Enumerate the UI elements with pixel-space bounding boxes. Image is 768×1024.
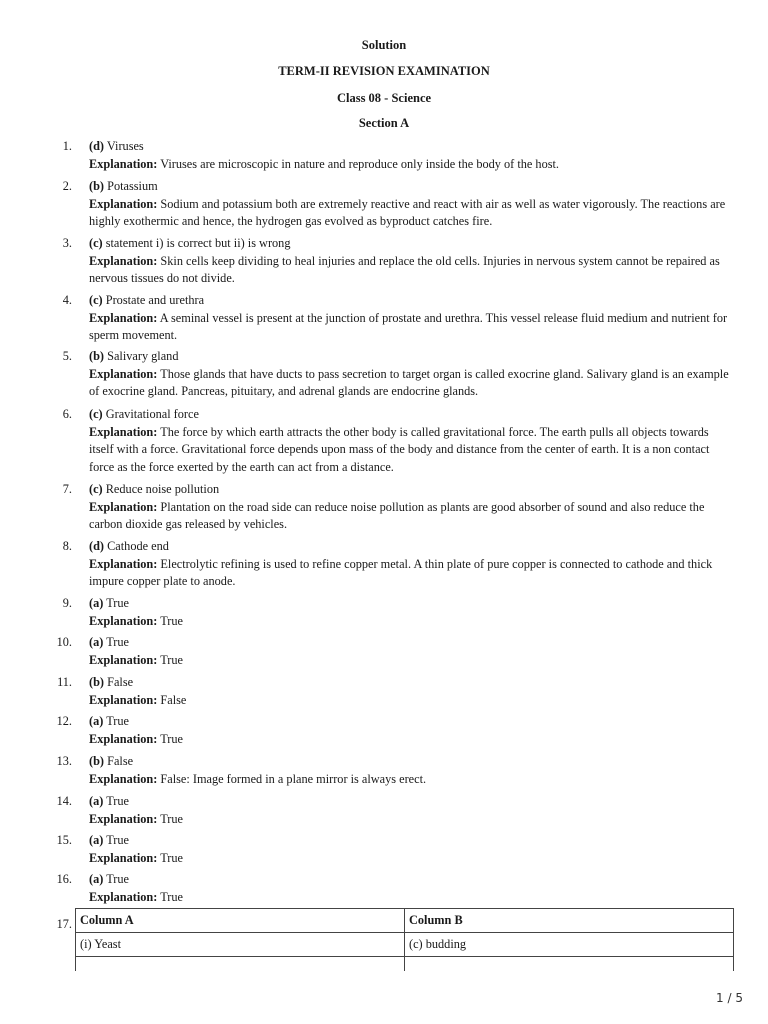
question-item [0, 713, 768, 748]
answer-option: (b) [89, 179, 105, 193]
question-item [0, 634, 768, 669]
question-item [0, 406, 768, 476]
table-cell [76, 957, 405, 972]
match-table [75, 908, 734, 971]
explanation-label: Explanation: [89, 692, 158, 707]
table-header-cell: Column A [76, 909, 405, 933]
question-body [89, 538, 731, 591]
explanation-label: Explanation: [89, 652, 158, 667]
question-body [89, 178, 731, 231]
explanation-text: True [160, 811, 183, 826]
question-number: 3. [62, 236, 72, 250]
question-item [0, 674, 768, 709]
answer-option: (a) [89, 794, 104, 808]
answer-line [89, 634, 731, 652]
explanation-text: True [160, 731, 183, 746]
explanation-text: Plantation on the road side can reduce noise pollution as plants are good absorber of sound and also reduce the carbon dioxide gas released by vehicles. [89, 499, 705, 531]
answer-text: Prostate and urethra [105, 293, 205, 307]
answer-option: (c) [89, 407, 103, 421]
question-body [89, 753, 731, 788]
question-item [0, 481, 768, 534]
question-body [89, 832, 731, 867]
answer-line [89, 538, 731, 556]
explanation-label: Explanation: [89, 424, 158, 439]
answer-line [89, 832, 731, 850]
explanation-line [89, 889, 731, 907]
question-number: 9. [62, 596, 72, 610]
explanation-line [89, 366, 731, 401]
question-item [0, 348, 768, 401]
answer-line [89, 481, 731, 499]
answer-text: False [107, 675, 134, 689]
explanation-line [89, 652, 731, 670]
question-item [0, 178, 768, 231]
answer-option: (c) [89, 293, 103, 307]
answer-text: Gravitational force [105, 407, 199, 421]
table-header-cell: Column B [405, 909, 734, 933]
answer-text: True [106, 794, 129, 808]
explanation-text: False [160, 692, 187, 707]
answer-line [89, 713, 731, 731]
question-item [0, 138, 768, 173]
explanation-line [89, 731, 731, 749]
question-number: 13. [56, 754, 72, 768]
answer-option: (d) [89, 139, 105, 153]
explanation-label: Explanation: [89, 196, 158, 211]
page-indicator: 1 / 5 [716, 991, 743, 1005]
answer-line [89, 871, 731, 889]
answer-line [89, 793, 731, 811]
explanation-text: Those glands that have ducts to pass secretion to target organ is called exocrine gland. Salivary gland is an example of exocrine gland. Pancreas, pituitary, and adrenal glands are endocrine glands. [89, 366, 729, 398]
question-body [89, 348, 731, 401]
document-title: Solution [361, 38, 407, 52]
explanation-line [89, 424, 731, 477]
explanation-label: Explanation: [89, 310, 158, 325]
question-body [89, 235, 731, 288]
exam-title: TERM-II REVISION EXAMINATION [278, 64, 490, 78]
explanation-text: A seminal vessel is present at the junction of prostate and urethra. This vessel release fluid medium and nutrient for sperm movement. [89, 310, 728, 342]
question-number: 7. [62, 482, 72, 496]
table-header-row [76, 909, 734, 933]
answer-text: True [106, 635, 129, 649]
explanation-label: Explanation: [89, 253, 158, 268]
explanation-text: Electrolytic refining is used to refine copper metal. A thin plate of pure copper is connected to cathode and thick impure copper plate to anode. [89, 556, 713, 588]
answer-option: (b) [89, 675, 105, 689]
explanation-label: Explanation: [89, 366, 158, 381]
question-number: 15. [56, 833, 72, 847]
question-item [0, 292, 768, 345]
question-number: 2. [62, 179, 72, 193]
question-body [89, 292, 731, 345]
explanation-line [89, 692, 731, 710]
answer-option: (a) [89, 872, 104, 886]
answer-text: Cathode end [107, 539, 169, 553]
explanation-line [89, 310, 731, 345]
table-row [76, 957, 734, 972]
explanation-text: True [160, 652, 183, 667]
question-body [89, 481, 731, 534]
explanation-line [89, 850, 731, 868]
question-number: 12. [56, 714, 72, 728]
explanation-label: Explanation: [89, 811, 158, 826]
answer-option: (b) [89, 349, 105, 363]
answer-text: Potassium [107, 179, 158, 193]
question-number: 10. [56, 635, 72, 649]
explanation-line [89, 253, 731, 288]
question-body [89, 138, 731, 173]
answer-text: Salivary gland [107, 349, 179, 363]
question-number: 6. [62, 407, 72, 421]
question-item [0, 235, 768, 288]
answer-line [89, 753, 731, 771]
question-body [89, 793, 731, 828]
question-body [89, 871, 731, 906]
question-body [89, 713, 731, 748]
answer-option: (c) [89, 482, 103, 496]
table-cell: (c) budding [405, 933, 734, 957]
section-heading: Section A [358, 116, 410, 130]
question-number: 4. [62, 293, 72, 307]
explanation-line [89, 196, 731, 231]
answer-line [89, 235, 731, 253]
question-number: 11. [57, 675, 72, 689]
answer-option: (a) [89, 833, 104, 847]
explanation-line [89, 613, 731, 631]
answer-text: Reduce noise pollution [105, 482, 220, 496]
answer-option: (c) [89, 236, 103, 250]
question-item [0, 871, 768, 906]
explanation-label: Explanation: [89, 499, 158, 514]
explanation-label: Explanation: [89, 613, 158, 628]
table-cell [405, 957, 734, 972]
explanation-line [89, 556, 731, 591]
answer-text: True [106, 596, 129, 610]
question-number: 1. [62, 139, 72, 153]
explanation-text: True [160, 850, 183, 865]
question-body [89, 595, 731, 630]
answer-line [89, 178, 731, 196]
question-body [89, 674, 731, 709]
explanation-line [89, 771, 731, 789]
answer-line [89, 292, 731, 310]
answer-option: (a) [89, 635, 104, 649]
answer-text: statement i) is correct but ii) is wrong [105, 236, 291, 250]
explanation-text: False: Image formed in a plane mirror is always erect. [160, 771, 427, 786]
answer-text: True [106, 833, 129, 847]
answer-line [89, 595, 731, 613]
explanation-label: Explanation: [89, 156, 158, 171]
question-number: 17. [56, 917, 72, 931]
answer-option: (d) [89, 539, 105, 553]
question-number: 8. [62, 539, 72, 553]
question-item [0, 538, 768, 591]
explanation-text: Sodium and potassium both are extremely reactive and react with air as well as water vigorously. The reactions are highly exothermic and hence, the hydrogen gas evolved as byproduct catches fire. [89, 196, 726, 228]
explanation-label: Explanation: [89, 771, 158, 786]
explanation-text: Viruses are microscopic in nature and reproduce only inside the body of the host. [160, 156, 559, 171]
question-body [89, 406, 731, 476]
question-item [0, 793, 768, 828]
question-item [0, 832, 768, 867]
explanation-line [89, 811, 731, 829]
question-item [0, 595, 768, 630]
answer-line [89, 406, 731, 424]
answer-text: True [106, 872, 129, 886]
explanation-line [89, 156, 731, 174]
question-body [89, 634, 731, 669]
explanation-text: True [160, 613, 183, 628]
answer-option: (b) [89, 754, 105, 768]
answer-line [89, 348, 731, 366]
table-cell: (i) Yeast [76, 933, 405, 957]
explanation-text: The force by which earth attracts the other body is called gravitational force. The earth pulls all objects towards itself with a force. Gravitational force depends upon mass of the body and distance from the center of earth. It is a non contact force as the force exerted by the earth can act from a distance. [89, 424, 710, 474]
explanation-text: Skin cells keep dividing to heal injuries and replace the old cells. Injuries in nervous system cannot be repaired as nervous tissues do not divide. [89, 253, 720, 285]
answer-line [89, 674, 731, 692]
answer-option: (a) [89, 596, 104, 610]
explanation-text: True [160, 889, 183, 904]
question-number: 16. [56, 872, 72, 886]
question-item [0, 753, 768, 788]
answer-text: False [107, 754, 134, 768]
table-row [76, 933, 734, 957]
class-subject: Class 08 - Science [336, 91, 432, 105]
answer-option: (a) [89, 714, 104, 728]
question-number: 14. [56, 794, 72, 808]
answer-text: Viruses [106, 139, 144, 153]
answer-text: True [106, 714, 129, 728]
question-number: 5. [62, 349, 72, 363]
explanation-line [89, 499, 731, 534]
explanation-label: Explanation: [89, 731, 158, 746]
explanation-label: Explanation: [89, 850, 158, 865]
explanation-label: Explanation: [89, 889, 158, 904]
answer-line [89, 138, 731, 156]
explanation-label: Explanation: [89, 556, 158, 571]
